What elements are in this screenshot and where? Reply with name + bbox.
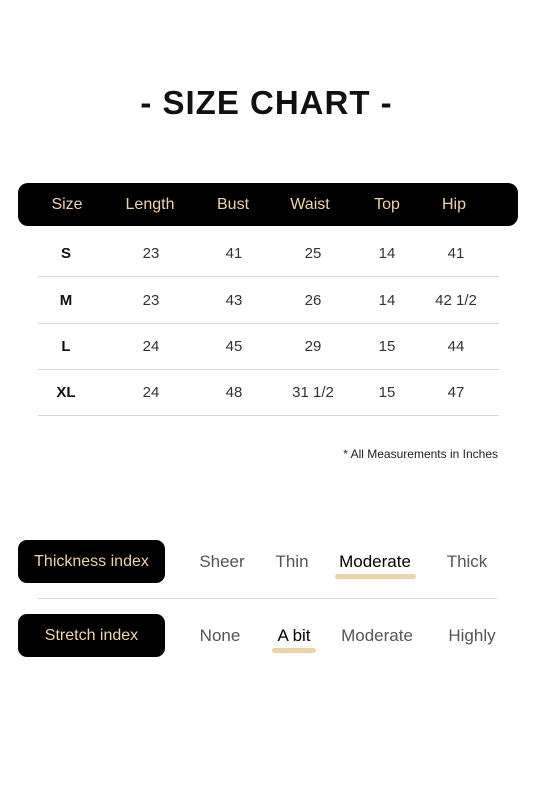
cell-top: 14 bbox=[378, 292, 396, 309]
stretch-option-none: None bbox=[199, 626, 241, 645]
cell-hip: 42 1/2 bbox=[435, 292, 477, 309]
stretch-option-a-bit: A bit bbox=[277, 626, 311, 645]
cell-waist: 26 bbox=[304, 292, 322, 309]
cell-top: 14 bbox=[378, 245, 396, 262]
cell-bust: 43 bbox=[225, 292, 243, 309]
table-row bbox=[38, 323, 499, 370]
cell-size: S bbox=[60, 245, 72, 262]
cell-waist: 31 1/2 bbox=[292, 384, 334, 401]
cell-bust: 48 bbox=[225, 384, 243, 401]
header-top: Top bbox=[374, 196, 400, 213]
page-title: - SIZE CHART - bbox=[140, 84, 393, 121]
thickness-option-moderate: Moderate bbox=[339, 552, 411, 571]
measurement-note: * All Measurements in Inches bbox=[343, 447, 498, 461]
stretch-option-highly: Highly bbox=[448, 626, 496, 645]
header-size: Size bbox=[51, 196, 83, 213]
thickness-option-thin: Thin bbox=[275, 552, 309, 571]
cell-length: 23 bbox=[142, 292, 160, 309]
thickness-option-thick: Thick bbox=[446, 552, 488, 571]
cell-waist: 25 bbox=[304, 245, 322, 262]
cell-top: 15 bbox=[378, 338, 396, 355]
cell-size: M bbox=[59, 292, 73, 309]
header-length: Length bbox=[125, 196, 175, 213]
cell-length: 24 bbox=[142, 384, 160, 401]
table-row bbox=[38, 277, 499, 324]
cell-bust: 45 bbox=[225, 338, 243, 355]
thickness-index-label: Thickness index bbox=[18, 540, 165, 583]
thickness-selected-underline bbox=[335, 574, 416, 579]
cell-hip: 44 bbox=[447, 338, 465, 355]
cell-hip: 47 bbox=[447, 384, 465, 401]
cell-top: 15 bbox=[378, 384, 396, 401]
thickness-option-sheer: Sheer bbox=[199, 552, 245, 571]
table-row bbox=[38, 230, 499, 277]
header-waist: Waist bbox=[290, 196, 330, 213]
stretch-index-label: Stretch index bbox=[18, 614, 165, 657]
stretch-selected-underline bbox=[272, 648, 316, 653]
header-bust: Bust bbox=[216, 196, 250, 213]
header-hip: Hip bbox=[441, 196, 467, 213]
cell-size: XL bbox=[56, 384, 76, 401]
cell-length: 23 bbox=[142, 245, 160, 262]
table-header bbox=[18, 183, 518, 226]
table-row bbox=[38, 369, 499, 416]
cell-length: 24 bbox=[142, 338, 160, 355]
stretch-option-moderate: Moderate bbox=[341, 626, 413, 645]
section-divider bbox=[38, 598, 497, 599]
cell-hip: 41 bbox=[447, 245, 465, 262]
cell-waist: 29 bbox=[304, 338, 322, 355]
cell-bust: 41 bbox=[225, 245, 243, 262]
cell-size: L bbox=[61, 338, 71, 355]
